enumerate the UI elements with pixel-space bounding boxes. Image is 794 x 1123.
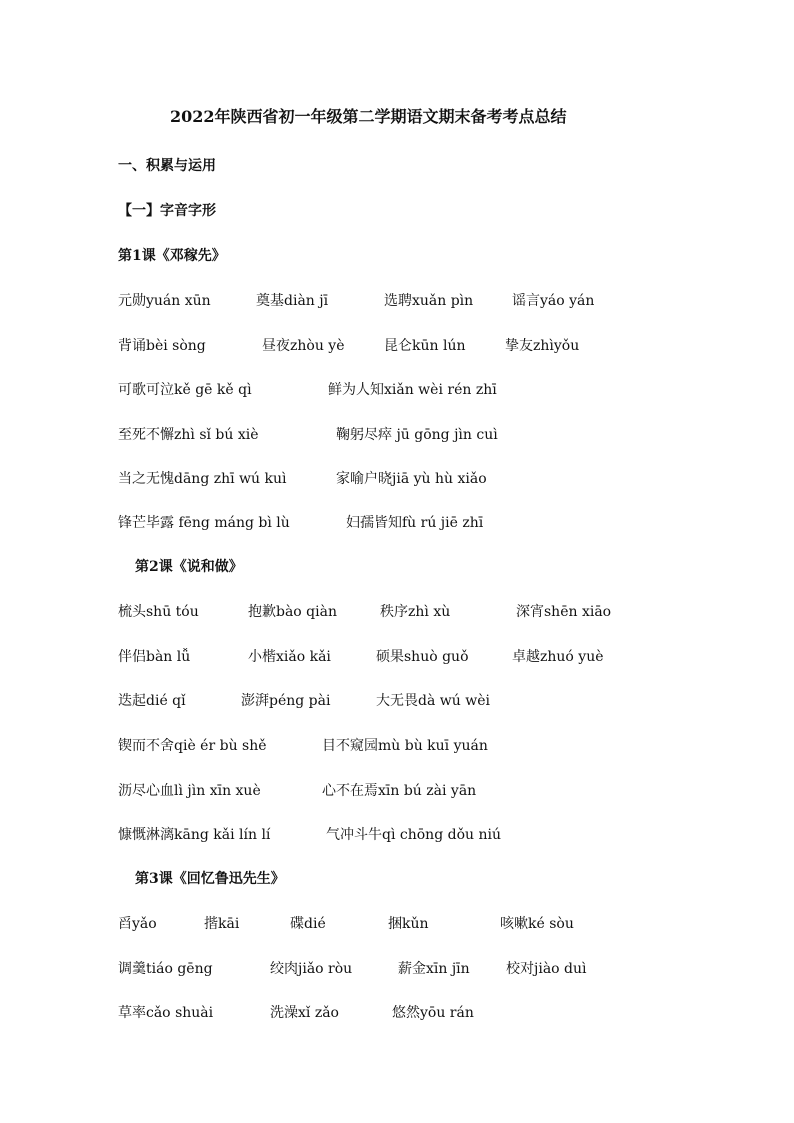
vocab-item: 揩kāi	[204, 916, 240, 932]
vocab-item: 挚友zhìyǒu	[505, 338, 580, 354]
vocab-item: 抱歉bào qiàn	[248, 604, 337, 620]
vocab-item: 伴侣bàn lǚ	[118, 649, 191, 665]
vocab-item: 至死不懈zhì sǐ bú xiè	[118, 427, 259, 443]
vocab-item: 秩序zhì xù	[380, 604, 451, 620]
vocab-item: 奠基diàn jī	[256, 293, 329, 309]
vocab-item: 舀yǎo	[118, 916, 157, 932]
vocab-item: 谣言yáo yán	[512, 293, 595, 309]
vocab-item: 昆仑kūn lún	[384, 338, 466, 354]
vocab-item: 鲜为人知xiǎn wèi rén zhī	[328, 382, 497, 398]
subsection-heading: 【一】字音字形	[118, 203, 216, 219]
vocab-item: 咳嗽ké sòu	[500, 916, 574, 932]
vocab-item: 气冲斗牛qì chōng dǒu niú	[326, 827, 501, 843]
vocab-item: 卓越zhuó yuè	[512, 649, 604, 665]
vocab-item: 选聘xuǎn pìn	[384, 293, 474, 309]
vocab-item: 目不窥园mù bù kuī yuán	[322, 738, 488, 754]
vocab-item: 悠然yōu rán	[392, 1005, 474, 1021]
vocab-item: 薪金xīn jīn	[398, 961, 470, 977]
vocab-item: 慷慨淋漓kāng kǎi lín lí	[118, 827, 271, 843]
section-heading: 一、积累与运用	[118, 158, 216, 174]
vocab-item: 硕果shuò guǒ	[376, 649, 469, 665]
vocab-item: 捆kǔn	[388, 916, 429, 932]
vocab-item: 昼夜zhòu yè	[262, 338, 345, 354]
vocab-item: 洗澡xǐ zǎo	[270, 1005, 339, 1021]
document-title: 2022年陕西省初一年级第二学期语文期末备考考点总结	[170, 107, 567, 126]
vocab-item: 迭起dié qǐ	[118, 693, 186, 709]
vocab-item: 大无畏dà wú wèi	[376, 693, 490, 709]
vocab-item: 小楷xiǎo kǎi	[248, 649, 331, 665]
vocab-item: 绞肉jiǎo ròu	[270, 961, 353, 977]
vocab-item: 锲而不舍qiè ér bù shě	[118, 738, 267, 754]
vocab-item: 家喻户晓jiā yù hù xiǎo	[336, 471, 487, 487]
vocab-item: 草率cǎo shuài	[118, 1005, 214, 1021]
vocab-item: 调羹tiáo gēng	[118, 961, 213, 977]
vocab-item: 鞠躬尽瘁 jū gōng jìn cuì	[336, 427, 498, 443]
vocab-item: 心不在焉xīn bú zài yān	[322, 783, 477, 799]
vocab-item: 妇孺皆知fù rú jiē zhī	[346, 515, 484, 531]
vocab-item: 校对jiào duì	[506, 961, 587, 977]
vocab-item: 澎湃péng pài	[241, 693, 331, 709]
vocab-item: 锋芒毕露 fēng máng bì lù	[118, 515, 290, 531]
vocab-item: 梳头shū tóu	[118, 604, 199, 620]
vocab-item: 沥尽心血lì jìn xīn xuè	[118, 783, 261, 799]
vocab-item: 背诵bèi sòng	[118, 338, 206, 354]
lesson-2-heading: 第2课《说和做》	[135, 559, 243, 575]
vocab-item: 碟dié	[290, 916, 326, 932]
vocab-item: 当之无愧dāng zhī wú kuì	[118, 471, 287, 487]
lesson-3-heading: 第3课《回忆鲁迅先生》	[135, 871, 285, 887]
lesson-1-heading: 第1课《邓稼先》	[118, 248, 226, 264]
vocab-item: 深宵shēn xiāo	[516, 604, 612, 620]
vocab-item: 元勋yuán xūn	[118, 293, 211, 309]
vocab-item: 可歌可泣kě gē kě qì	[118, 382, 252, 398]
